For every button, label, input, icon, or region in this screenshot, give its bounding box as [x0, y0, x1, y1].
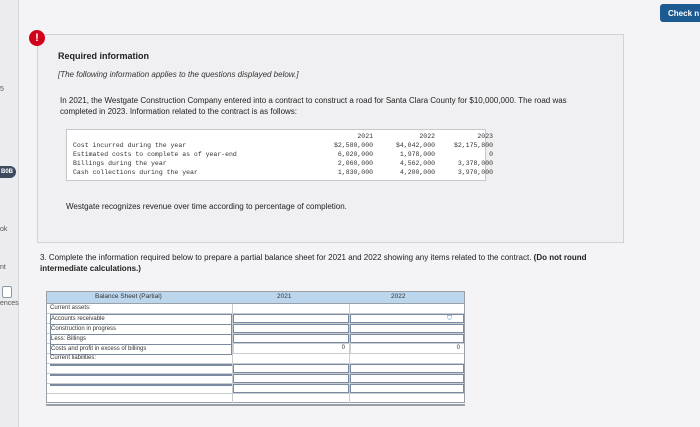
left-rail [0, 0, 19, 427]
references-icon[interactable] [2, 286, 12, 298]
input-2021[interactable] [233, 364, 349, 373]
check-my-work-button[interactable]: Check n [660, 4, 700, 22]
data-cell: $2,580,000 [333, 142, 373, 149]
input-2022[interactable] [350, 324, 464, 333]
table-row [47, 374, 464, 384]
data-cell: 1,978,000 [399, 151, 435, 158]
year-header: 2023 [477, 133, 493, 140]
row-label-select[interactable] [50, 364, 232, 366]
input-2022[interactable] [350, 374, 464, 383]
rail-label[interactable]: ences [0, 300, 19, 307]
row-label-select[interactable]: Costs and profit in excess of billings [50, 344, 232, 355]
contract-data-table [66, 129, 493, 181]
data-cell: $2,175,800 [453, 142, 493, 149]
row-label: Current liabilities: [50, 355, 97, 361]
balance-sheet-table [46, 291, 465, 403]
rail-label[interactable]: nt [0, 264, 6, 271]
input-2022[interactable] [350, 334, 464, 343]
table-row [47, 354, 464, 364]
cell-value: 0 [456, 345, 460, 351]
data-cell: 2,060,000 [337, 160, 373, 167]
alert-icon: ! [29, 30, 45, 46]
value-2022 [350, 344, 464, 353]
input-2022[interactable] [350, 314, 464, 323]
data-cell: 4,562,000 [399, 160, 435, 167]
table-scroll-band [46, 404, 465, 406]
row-label-select[interactable] [50, 384, 232, 386]
year-header: 2022 [419, 133, 435, 140]
required-info-panel [37, 34, 624, 243]
table-row [47, 324, 464, 334]
input-2021[interactable] [233, 374, 349, 383]
input-2021[interactable] [233, 324, 349, 333]
row-label-select[interactable]: Accounts receivable [50, 314, 232, 325]
shield-icon: ⛉ [447, 315, 453, 322]
value-2021 [233, 344, 349, 353]
data-cell: 1,830,000 [337, 169, 373, 176]
question-emphasis: (Do not round intermediate calculations.) [40, 253, 587, 273]
data-cell: $4,042,000 [395, 142, 435, 149]
year-header: 2021 [357, 133, 373, 140]
table-row [47, 344, 464, 354]
info-paragraph: In 2021, the Westgate Construction Company entered into a contract to construct a road for Santa Clara County for $10,000,000. The road was completed in 2023. Information related to the contract is as follows: [60, 96, 567, 116]
table-row [47, 304, 464, 314]
data-cell: 0 [489, 151, 493, 158]
question-body: 3. Complete the information required below to prepare a partial balance sheet for 2021 and 2022 showing any items related to the contract. [40, 253, 532, 262]
input-2021[interactable] [233, 334, 349, 343]
table-row [47, 334, 464, 344]
data-cell: 6,020,000 [337, 151, 373, 158]
table-row [47, 384, 464, 394]
table-row [47, 314, 464, 324]
table-row [47, 364, 464, 374]
data-cell: 4,200,000 [399, 169, 435, 176]
rail-label: 5 [0, 86, 4, 93]
info-subtitle: [The following information applies to the questions displayed below.] [58, 70, 299, 79]
data-cell: 3,970,000 [457, 169, 493, 176]
row-label-select[interactable]: Construction in progress [50, 324, 232, 335]
input-2022[interactable] [350, 384, 464, 393]
rail-label[interactable]: ok [0, 226, 8, 233]
question-text [40, 252, 620, 274]
rail-badge[interactable]: B0B [0, 166, 16, 178]
cell-value: 0 [341, 345, 345, 351]
input-2021[interactable] [233, 314, 349, 323]
header-2021: 2021 [277, 293, 292, 300]
input-2022[interactable] [350, 364, 464, 373]
header-2022: 2022 [391, 293, 406, 300]
header-label: Balance Sheet (Partial) [95, 293, 162, 300]
data-row-label: Cost incurred during the year [73, 142, 187, 149]
input-2021[interactable] [233, 384, 349, 393]
row-label: Current assets: [50, 305, 91, 311]
data-row-label: Estimated costs to complete as of year-end [73, 151, 237, 158]
info-footer: Westgate recognizes revenue over time according to percentage of completion. [66, 202, 347, 211]
row-label-select[interactable]: Less: Billings [50, 334, 232, 345]
data-row-label: Billings during the year [73, 160, 167, 167]
data-cell: 3,378,000 [457, 160, 493, 167]
row-label-select[interactable] [50, 374, 232, 376]
info-title: Required information [58, 51, 150, 61]
data-row-label: Cash collections during the year [73, 169, 198, 176]
balance-sheet-header [47, 292, 464, 304]
